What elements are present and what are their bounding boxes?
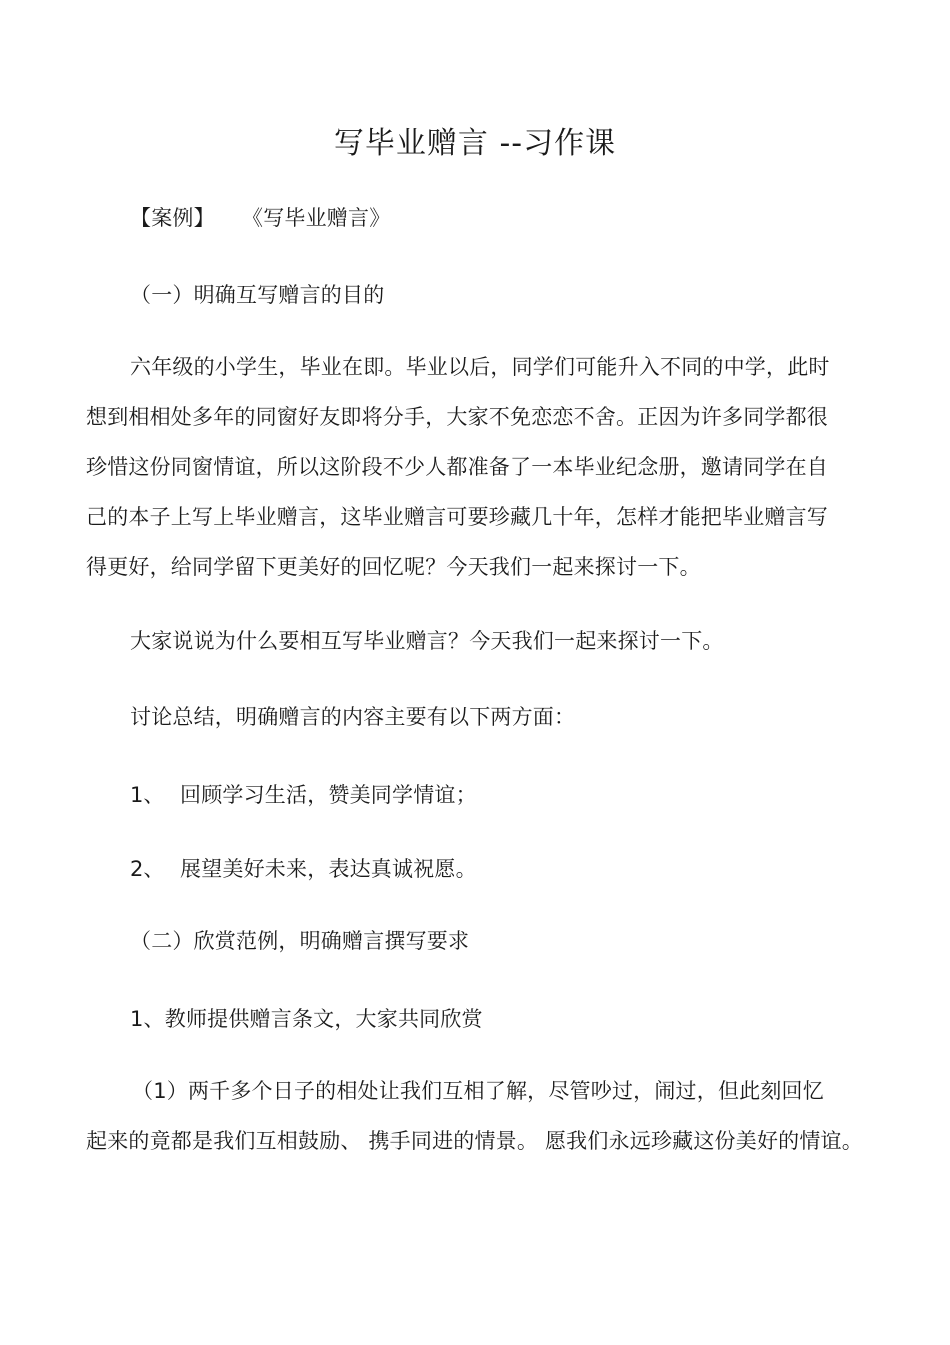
paragraph-2: 大家说说为什么要相互写毕业赠言？今天我们一起来探讨一下。 <box>130 629 724 653</box>
example-line: （1）两千多个日子的相处让我们互相了解，尽管吵过，闹过，但此刻回忆 <box>132 1079 824 1103</box>
section-heading-2: （二）欣赏范例，明确赠言撰写要求 <box>130 929 470 953</box>
paragraph-line: 得更好，给同学留下更美好的回忆呢？今天我们一起来探讨一下。 <box>86 555 701 579</box>
list-item-text: 展望美好未来，表达真诚祝愿。 <box>180 857 477 881</box>
list-item-number: 1、 <box>130 783 165 807</box>
list-item-number: 2、 <box>130 857 165 881</box>
paragraph-line: 六年级的小学生，毕业在即。毕业以后，同学们可能升入不同的中学，此时 <box>130 355 830 379</box>
example-line: 起来的竟都是我们互相鼓励、 携手同进的情景。 愿我们永远珍藏这份美好的情谊。 <box>86 1129 863 1153</box>
paragraph-line: 珍惜这份同窗情谊，所以这阶段不少人都准备了一本毕业纪念册，邀请同学在自 <box>86 455 828 479</box>
case-title: 《写毕业赠言》 <box>242 206 391 230</box>
section-heading-1: （一）明确互写赠言的目的 <box>130 283 385 307</box>
step-heading: 1、教师提供赠言条文，大家共同欣赏 <box>130 1007 483 1031</box>
paragraph-3: 讨论总结，明确赠言的内容主要有以下两方面： <box>130 705 576 729</box>
paragraph-line: 己的本子上写上毕业赠言，这毕业赠言可要珍藏几十年，怎样才能把毕业赠言写 <box>86 505 828 529</box>
case-label: 【案例】 <box>130 206 215 230</box>
paragraph-line: 想到相相处多年的同窗好友即将分手，大家不免恋恋不舍。正因为许多同学都很 <box>86 405 828 429</box>
document-title: 写毕业赠言 --习作课 <box>333 126 617 161</box>
list-item-text: 回顾学习生活，赞美同学情谊； <box>180 783 477 807</box>
